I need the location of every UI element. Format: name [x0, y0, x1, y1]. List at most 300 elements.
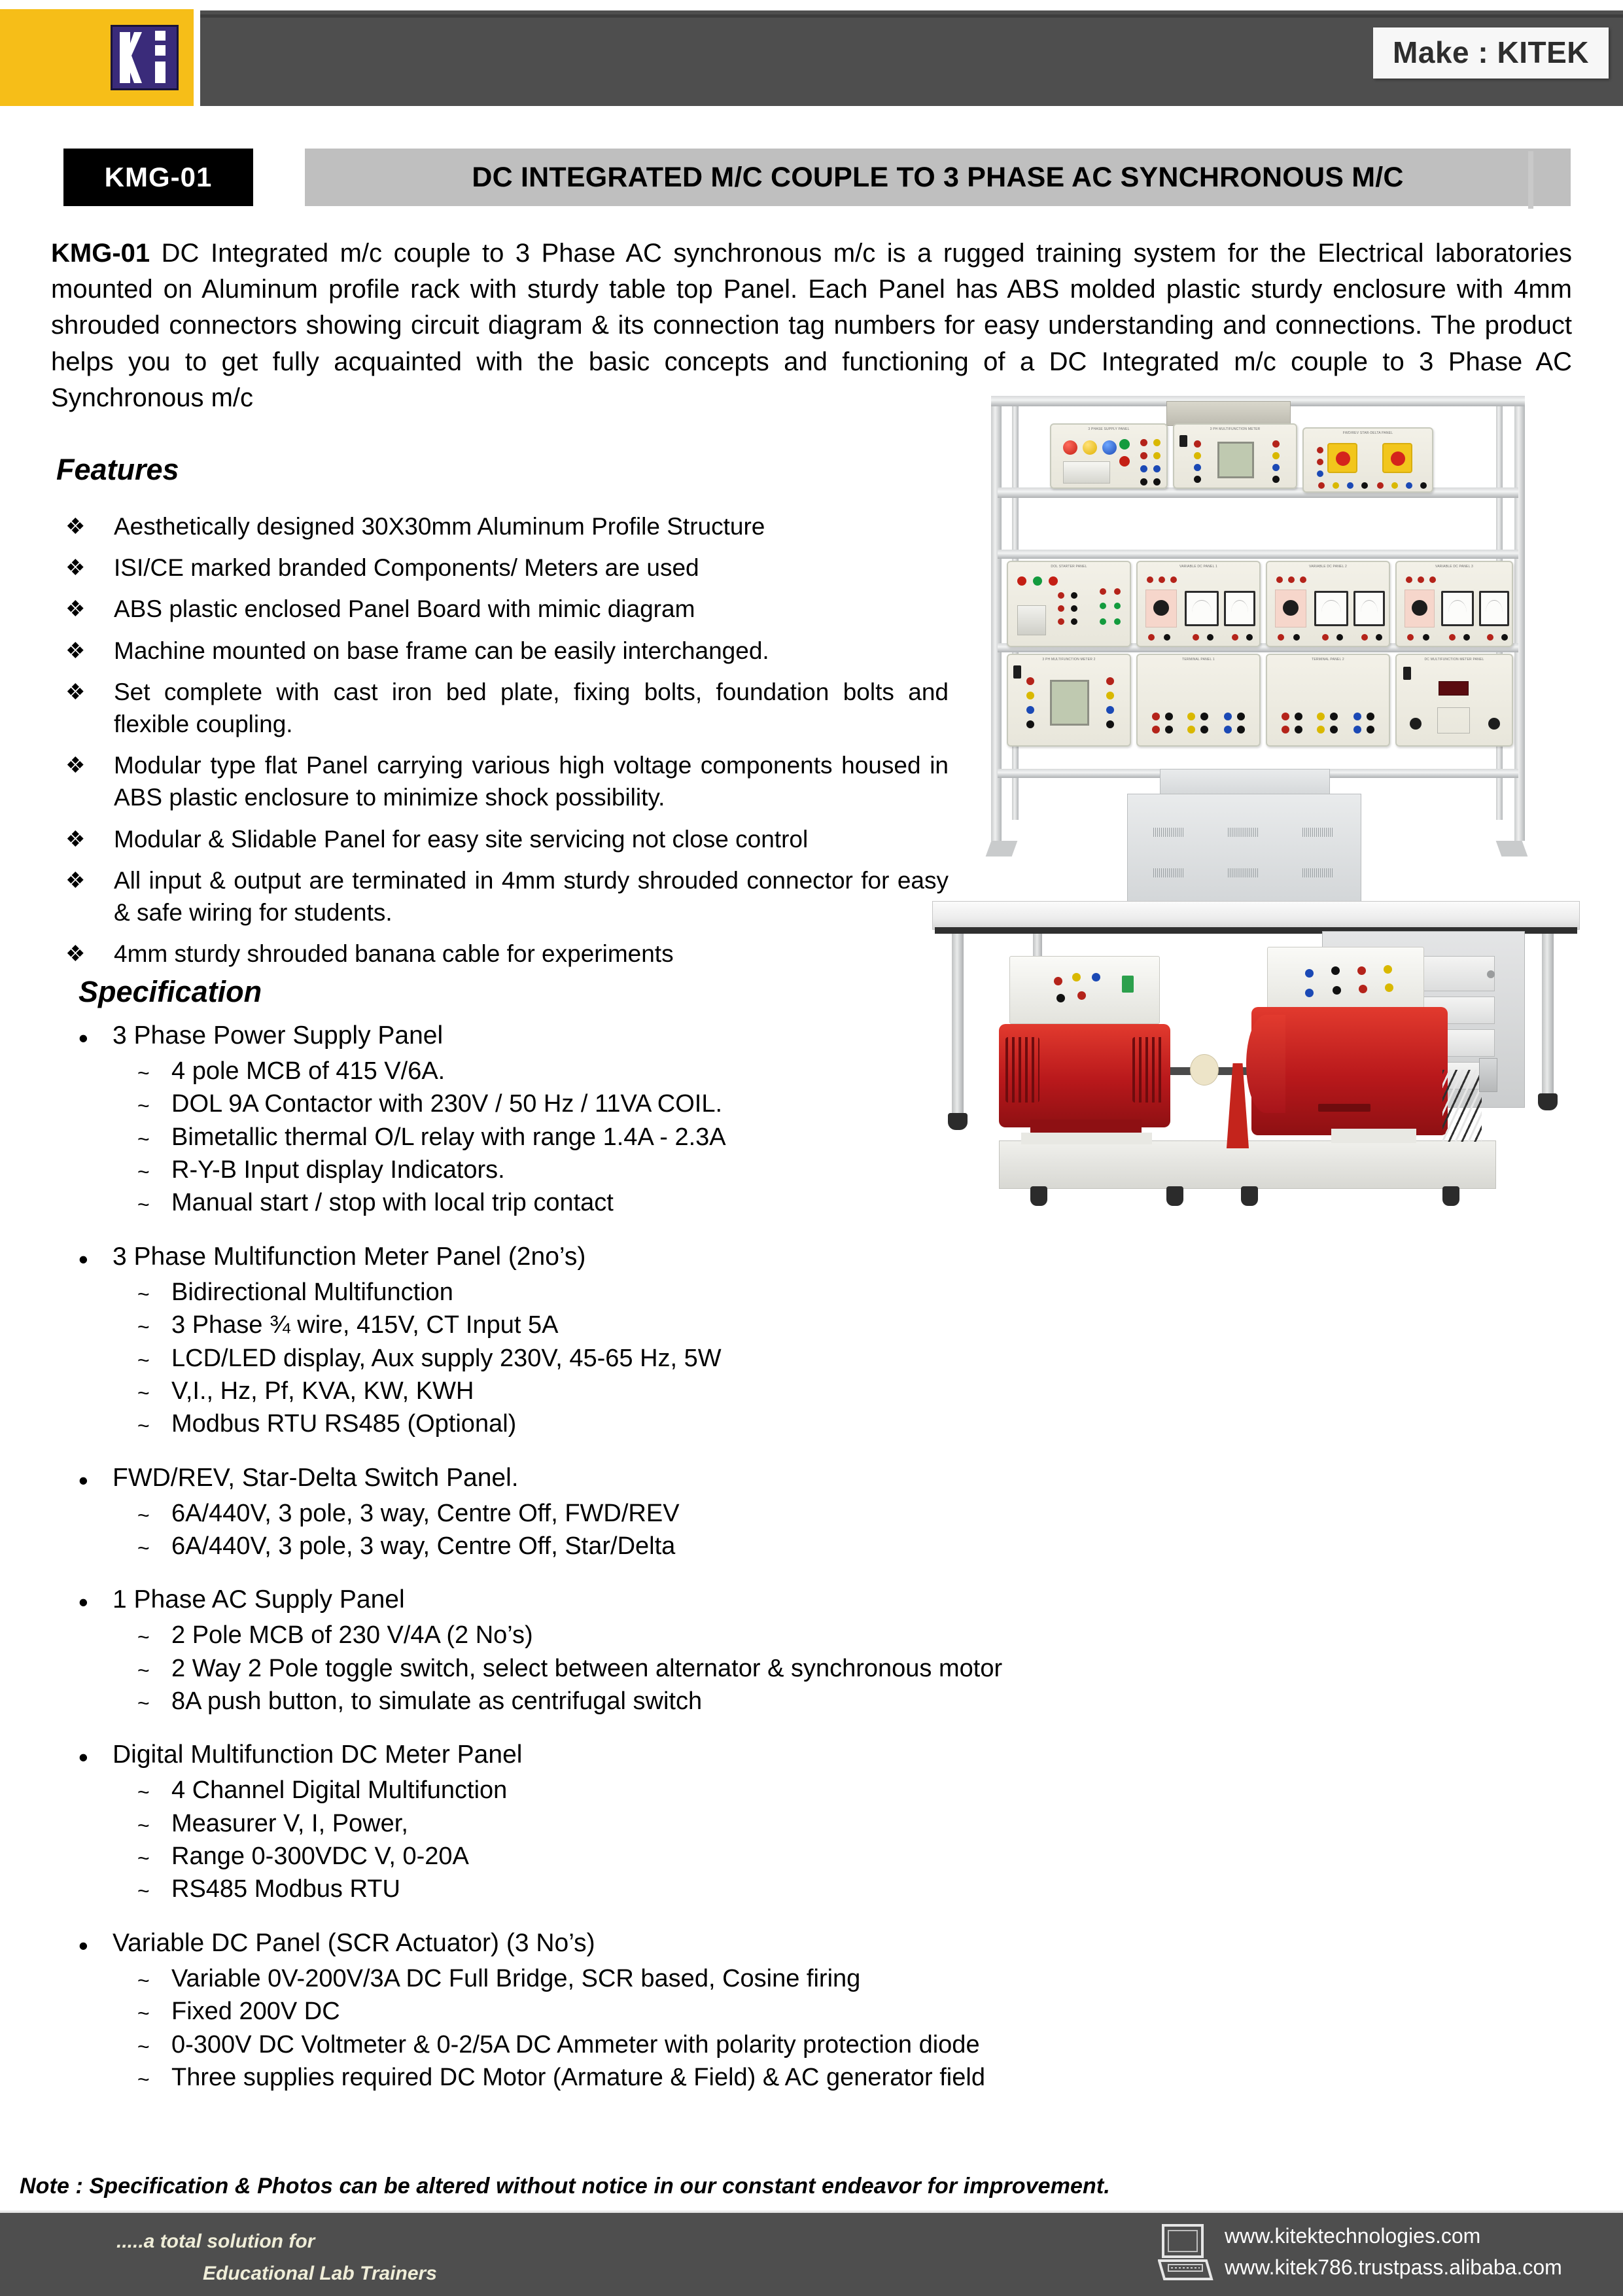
spec-item-text: 8A push button, to simulate as centrifugal switch	[171, 1687, 703, 1716]
socket-right	[1488, 718, 1500, 730]
socket-bottom-7	[1406, 482, 1412, 489]
ac-terminal-socket-8	[1385, 983, 1393, 992]
table-caster-left	[948, 1113, 968, 1130]
list-item	[137, 1376, 1073, 1406]
socket-bottom-8	[1420, 482, 1427, 489]
transformer-main-body	[1127, 794, 1361, 905]
spec-group-header	[79, 1021, 1073, 1052]
terminal-r3	[1282, 726, 1289, 733]
terminal-black-2	[1207, 634, 1213, 641]
indicator-green	[1033, 576, 1042, 586]
socket-yellow-right	[1272, 452, 1280, 459]
socket-grid-9	[1100, 603, 1106, 609]
socket-grid-12	[1114, 618, 1121, 625]
ac-machine-nameplate	[1318, 1104, 1370, 1112]
list-item	[137, 1343, 1073, 1373]
socket-yellow	[1153, 439, 1161, 446]
socket-red	[1194, 440, 1201, 448]
list-item	[65, 593, 949, 625]
spec-group	[79, 1463, 1073, 1562]
rotary-knob	[1391, 451, 1405, 466]
spec-item-text: R-Y-B Input display Indicators.	[171, 1156, 505, 1184]
base-caster-4	[1442, 1186, 1459, 1206]
terminal-r2	[1295, 713, 1302, 720]
vent-slot-4	[1153, 868, 1185, 877]
ac-terminal-socket-7	[1359, 985, 1367, 993]
feature-text: Modular type flat Panel carrying various high voltage components housed in ABS plastic enclosure to minimize shock possibility.	[114, 752, 949, 811]
mcb-block	[1063, 461, 1110, 484]
terminal-red	[1407, 634, 1414, 641]
spec-group	[79, 1928, 1073, 2093]
panel-terminal-1	[1136, 654, 1261, 747]
diamond-bullet-icon: ❖	[65, 638, 86, 663]
spec-group-title: 3 Phase Multifunction Meter Panel (2no’s)	[113, 1242, 586, 1271]
flexible-coupling	[1190, 1054, 1219, 1086]
rack-name-plate	[1166, 401, 1291, 426]
ac-terminal-socket-5	[1305, 989, 1314, 997]
socket-blue	[1026, 706, 1034, 714]
socket-grid-2	[1071, 592, 1077, 599]
diamond-bullet-icon: ❖	[65, 514, 86, 539]
socket-yellow-2	[1153, 452, 1161, 459]
list-item	[137, 1809, 1073, 1839]
panel-label: VARIABLE DC PANEL 3	[1435, 565, 1473, 569]
footer-tagline-line2: Educational Lab Trainers	[203, 2263, 437, 2284]
tilde-bullet-icon: ~	[137, 1348, 150, 1372]
indicator-a	[1406, 576, 1412, 583]
list-item	[137, 1841, 1073, 1871]
panel-3ph-multifunction-1	[1173, 423, 1297, 489]
footer-tagline-line1: .....a total solution for	[116, 2231, 315, 2252]
socket-red	[1317, 447, 1323, 453]
brand-logo-block	[0, 9, 194, 106]
round-bullet-icon: •	[79, 1464, 88, 1496]
tilde-bullet-icon: ~	[137, 1503, 150, 1527]
make-badge: Make : KITEK	[1373, 27, 1609, 79]
socket-red-2	[1140, 452, 1147, 459]
junction-block	[1479, 1058, 1497, 1092]
terminal-r4	[1295, 726, 1302, 733]
list-item	[137, 1498, 1073, 1528]
tilde-bullet-icon: ~	[137, 1625, 150, 1650]
coupling-guard	[1227, 1063, 1249, 1148]
dc-machine-mount-pad	[1021, 1133, 1152, 1144]
terminal-y1	[1187, 713, 1195, 720]
page-header	[0, 0, 1623, 115]
socket-bottom-3	[1347, 482, 1353, 489]
page-title: DC INTEGRATED M/C COUPLE TO 3 PHASE AC SYNCHRONOUS M/C	[472, 161, 1404, 193]
socket-black	[1140, 478, 1147, 486]
spec-group-header	[79, 1585, 1073, 1616]
spec-item-text: Three supplies required DC Motor (Armature & Field) & AC generator field	[171, 2063, 985, 2091]
panel-label: VARIABLE DC PANEL 2	[1309, 565, 1347, 569]
socket-black-right	[1272, 476, 1280, 483]
indicator-a	[1147, 576, 1153, 583]
ac-terminal-socket-3	[1357, 966, 1366, 975]
spec-item-text: 4 pole MCB of 415 V/6A.	[171, 1057, 445, 1085]
indicator-lamp-red	[1063, 440, 1077, 455]
spec-item-text: RS485 Modbus RTU	[171, 1875, 400, 1903]
vent-slot-1	[1153, 828, 1185, 837]
terminal-y4	[1330, 726, 1338, 733]
ac-machine-mount-pad	[1331, 1129, 1416, 1143]
indicator-a	[1276, 576, 1283, 583]
terminal-red-3	[1487, 634, 1493, 641]
diamond-bullet-icon: ❖	[65, 942, 86, 967]
tilde-bullet-icon: ~	[137, 1536, 150, 1560]
diamond-bullet-icon: ❖	[65, 753, 86, 779]
dc-machine-vent-left	[1005, 1037, 1039, 1103]
socket-bottom-5	[1377, 482, 1384, 489]
panel-label: DOL STARTER PANEL	[1051, 565, 1087, 569]
specification-heading: Specification	[79, 975, 262, 1008]
list-item	[137, 2062, 1073, 2093]
feature-text: All input & output are terminated in 4mm sturdy shrouded connector for easy & safe wiring for students.	[114, 866, 949, 927]
socket-grid-8	[1114, 588, 1121, 595]
spec-group-header	[79, 1928, 1073, 1960]
feature-text: Set complete with cast iron bed plate, fixing bolts, foundation bolts and flexible coupling.	[114, 678, 949, 738]
tilde-bullet-icon: ~	[137, 2002, 150, 2026]
socket-bottom-6	[1391, 482, 1398, 489]
panel-fwd-rev-star-delta	[1302, 427, 1433, 493]
socket-red-right	[1106, 677, 1114, 685]
round-bullet-icon: •	[79, 1930, 88, 1961]
spec-group-title: Digital Multifunction DC Meter Panel	[113, 1740, 523, 1769]
spec-group-title: 3 Phase Power Supply Panel	[113, 1021, 444, 1050]
indicator-c	[1300, 576, 1306, 583]
dc-machine-vent-right	[1132, 1037, 1164, 1103]
model-code-badge: KMG-01	[63, 149, 253, 206]
terminal-box-socket-3	[1092, 973, 1100, 981]
spec-item-text: Bidirectional Multifunction	[171, 1278, 453, 1306]
push-button-red	[1119, 456, 1130, 467]
terminal-b1	[1353, 713, 1361, 720]
socket-grid-5	[1058, 618, 1064, 625]
tilde-bullet-icon: ~	[137, 1061, 150, 1085]
socket-red	[1140, 439, 1147, 446]
socket-left	[1410, 718, 1422, 730]
dc-voltmeter	[1314, 591, 1348, 626]
terminal-box-socket-4	[1056, 994, 1065, 1002]
panel-label: TERMINAL PANEL 2	[1312, 658, 1344, 662]
terminal-black	[1293, 634, 1300, 641]
terminal-box-plate	[1122, 976, 1134, 993]
table-leg-left	[952, 934, 964, 1116]
spec-item-text: Measurer V, I, Power,	[171, 1809, 408, 1837]
product-title-plate	[305, 149, 1571, 206]
tilde-bullet-icon: ~	[137, 1160, 150, 1184]
terminal-box-socket-1	[1054, 977, 1062, 985]
tilde-bullet-icon: ~	[137, 1780, 150, 1805]
panel-terminal-2	[1266, 654, 1390, 747]
socket-blue-right	[1106, 706, 1114, 714]
terminal-b1	[1224, 713, 1232, 720]
specification-list	[79, 1021, 1073, 2095]
rack-rail-1	[998, 487, 1518, 498]
website-link[interactable]: www.kitektechnologies.com	[1225, 2224, 1481, 2248]
spec-group-title: 1 Phase AC Supply Panel	[113, 1585, 405, 1614]
terminal-black-3	[1376, 634, 1382, 641]
spec-group	[79, 1242, 1073, 1439]
socket-grid-1	[1058, 592, 1064, 599]
tilde-bullet-icon: ~	[137, 2067, 150, 2091]
panel-variable-dc-1	[1136, 561, 1261, 647]
ac-terminal-socket-2	[1331, 966, 1340, 975]
socket-bottom-1	[1318, 482, 1325, 489]
indicator-b	[1418, 576, 1424, 583]
tilde-bullet-icon: ~	[137, 1282, 150, 1306]
ac-terminal-socket-1	[1305, 969, 1314, 978]
spec-item-text: 6A/440V, 3 pole, 3 way, Centre Off, Star/Delta	[171, 1532, 676, 1560]
panel-label: TERMINAL PANEL 1	[1182, 658, 1215, 662]
control-knob	[1153, 600, 1169, 616]
toggle-switch	[1013, 665, 1021, 679]
socket-grid-6	[1071, 618, 1077, 625]
spec-group	[79, 1740, 1073, 1904]
rack-foot-right	[1496, 841, 1528, 857]
computer-icon	[1158, 2223, 1214, 2286]
socket-grid-7	[1100, 588, 1106, 595]
list-item	[137, 1996, 1073, 2026]
spec-item-text: Variable 0V-200V/3A DC Full Bridge, SCR based, Cosine firing	[171, 1964, 861, 1992]
terminal-box-socket-2	[1072, 973, 1081, 981]
terminal-black	[1423, 634, 1429, 641]
tilde-bullet-icon: ~	[137, 1127, 150, 1151]
ac-terminal-socket-4	[1384, 965, 1392, 974]
diamond-bullet-icon: ❖	[65, 679, 86, 705]
socket-blue	[1140, 465, 1147, 472]
tilde-bullet-icon: ~	[137, 1094, 150, 1118]
panel-label: DC MULTIFUNCTION METER PANEL	[1424, 658, 1484, 662]
terminal-b3	[1224, 726, 1232, 733]
terminal-y3	[1187, 726, 1195, 733]
tilde-bullet-icon: ~	[137, 1315, 150, 1339]
control-knob	[1283, 600, 1299, 616]
panel-variable-dc-3	[1395, 561, 1513, 647]
control-knob	[1412, 600, 1427, 616]
socket-grid-3	[1058, 605, 1064, 612]
base-caster-3	[1241, 1186, 1258, 1206]
spec-group-header	[79, 1463, 1073, 1494]
socket-blue	[1317, 470, 1323, 477]
indicator-c	[1429, 576, 1436, 583]
list-item	[137, 2030, 1073, 2060]
tilde-bullet-icon: ~	[137, 1879, 150, 1903]
ac-terminal-socket-6	[1333, 986, 1341, 995]
socket-grid-11	[1100, 618, 1106, 625]
list-item	[137, 1964, 1073, 1994]
list-item	[137, 1874, 1073, 1904]
spec-item-text: Bimetallic thermal O/L relay with range 1.4A - 2.3A	[171, 1123, 726, 1151]
terminal-red-2	[1449, 634, 1456, 641]
socket-red	[1026, 677, 1034, 685]
tilde-bullet-icon: ~	[137, 1813, 150, 1837]
product-photo	[926, 383, 1586, 1253]
list-item	[65, 864, 949, 928]
socket-yellow-right	[1106, 692, 1114, 699]
terminal-red-3	[1361, 634, 1368, 641]
toggle-switch	[1179, 435, 1187, 447]
tilde-bullet-icon: ~	[137, 1658, 150, 1682]
panel-label: 3 PH MULTIFUNCTION METER 2	[1042, 658, 1096, 662]
feature-text: Modular & Slidable Panel for easy site servicing not close control	[114, 825, 809, 853]
panel-dol-starter	[1007, 561, 1131, 647]
spec-group-title: Variable DC Panel (SCR Actuator) (3 No’s)	[113, 1928, 595, 1957]
diamond-bullet-icon: ❖	[65, 597, 86, 622]
terminal-y2	[1200, 713, 1208, 720]
list-item	[65, 552, 949, 584]
vent-slot-6	[1302, 868, 1334, 877]
push-button-green	[1119, 439, 1130, 450]
panel-dc-multifunction-meter	[1395, 654, 1513, 747]
indicator-red-2	[1049, 576, 1058, 586]
spec-group-header	[79, 1242, 1073, 1273]
socket-black	[1194, 476, 1201, 483]
list-item	[65, 510, 949, 542]
diamond-bullet-icon: ❖	[65, 868, 86, 893]
panel-variable-dc-2	[1266, 561, 1390, 647]
title-plate-shadow	[1528, 151, 1533, 209]
indicator-c	[1170, 576, 1177, 583]
socket-black-right	[1106, 720, 1114, 728]
list-item	[65, 823, 949, 855]
panel-label: VARIABLE DC PANEL 1	[1179, 565, 1217, 569]
kitek-logo-icon	[111, 25, 179, 90]
feature-text: ABS plastic enclosed Panel Board with mimic diagram	[114, 595, 695, 623]
feature-text: Aesthetically designed 30X30mm Aluminum Profile Structure	[114, 513, 765, 540]
meter-lcd-display	[1050, 680, 1089, 726]
alibaba-link[interactable]: www.kitek786.trustpass.alibaba.com	[1225, 2255, 1562, 2279]
socket-bottom-4	[1361, 482, 1368, 489]
terminal-r1	[1282, 713, 1289, 720]
terminal-black-3	[1501, 634, 1508, 641]
features-heading: Features	[56, 453, 179, 486]
spec-item-text: 2 Pole MCB of 230 V/4A (2 No’s)	[171, 1621, 533, 1650]
socket-grid-4	[1071, 605, 1077, 612]
terminal-red-2	[1193, 634, 1199, 641]
spec-item-text: LCD/LED display, Aux supply 230V, 45-65 Hz, 5W	[171, 1344, 722, 1372]
terminal-red	[1278, 634, 1284, 641]
table-caster-right	[1538, 1093, 1558, 1110]
tilde-bullet-icon: ~	[137, 1193, 150, 1217]
table-top	[932, 901, 1580, 930]
vent-slot-3	[1302, 828, 1334, 837]
rotary-switch-star-delta	[1382, 443, 1412, 473]
terminal-b3	[1353, 726, 1361, 733]
diamond-bullet-icon: ❖	[65, 556, 86, 581]
toggle-switch	[1403, 667, 1411, 680]
terminal-y2	[1330, 713, 1338, 720]
panel-3ph-multifunction-2	[1007, 654, 1131, 747]
spec-group-header	[79, 1740, 1073, 1771]
spec-item-text: Fixed 200V DC	[171, 1998, 340, 2026]
cabinet-lock-icon	[1487, 970, 1495, 978]
tilde-bullet-icon: ~	[137, 2034, 150, 2058]
terminal-b2	[1367, 713, 1374, 720]
spec-item-text: 6A/440V, 3 pole, 3 way, Centre Off, FWD/REV	[171, 1499, 680, 1527]
list-item	[65, 749, 949, 813]
intro-lead-code: KMG-01	[51, 239, 150, 268]
round-bullet-icon: •	[79, 1742, 88, 1773]
indicator-b	[1288, 576, 1295, 583]
spec-item-text: Manual start / stop with local trip contact	[171, 1189, 614, 1217]
tilde-bullet-icon: ~	[137, 1381, 150, 1405]
terminal-r4	[1165, 726, 1173, 733]
indicator-b	[1159, 576, 1165, 583]
feature-text: ISI/CE marked branded Components/ Meters are used	[114, 554, 699, 582]
rotary-knob	[1336, 451, 1350, 466]
panel-label: FWD/REV STAR-DELTA PANEL	[1342, 431, 1393, 435]
terminal-black-3	[1246, 634, 1253, 641]
list-item	[65, 676, 949, 740]
indicator-lamp-yellow	[1083, 440, 1097, 455]
cable-bundle	[1442, 1070, 1482, 1142]
dc-voltmeter	[1185, 591, 1219, 626]
dc-ammeter	[1479, 591, 1509, 626]
diamond-bullet-icon: ❖	[65, 826, 86, 852]
list-item	[137, 1409, 1073, 1439]
spec-item-text: Range 0-300VDC V, 0-20A	[171, 1843, 469, 1871]
terminal-y1	[1317, 713, 1325, 720]
tilde-bullet-icon: ~	[137, 1846, 150, 1871]
terminal-b4	[1237, 726, 1245, 733]
socket-black	[1026, 720, 1034, 728]
base-caster-1	[1030, 1186, 1047, 1206]
feature-text: 4mm sturdy shrouded banana cable for experiments	[114, 940, 674, 968]
spec-item-text: 2 Way 2 Pole toggle switch, select between alternator & synchronous motor	[171, 1654, 1003, 1682]
socket-red-2	[1317, 459, 1323, 465]
base-caster-2	[1166, 1186, 1183, 1206]
tilde-bullet-icon: ~	[137, 1968, 150, 1992]
rack-foot-left	[986, 841, 1018, 857]
rotary-switch-fwd-rev	[1327, 443, 1357, 473]
socket-blue	[1194, 464, 1201, 471]
tilde-bullet-icon: ~	[137, 1414, 150, 1438]
panel-label: 3 PH MULTIFUNCTION METER	[1210, 427, 1261, 431]
spec-group	[79, 1021, 1073, 1218]
product-title-row	[0, 149, 1623, 209]
dc-ammeter	[1224, 591, 1255, 626]
terminal-r3	[1152, 726, 1160, 733]
socket-red-right	[1272, 440, 1280, 448]
indicator-red	[1017, 576, 1026, 586]
digital-display	[1439, 681, 1469, 696]
list-item	[137, 1310, 1073, 1340]
spec-group	[79, 1585, 1073, 1716]
terminal-black-2	[1336, 634, 1343, 641]
table-leg-right	[1542, 934, 1554, 1097]
list-item	[137, 1775, 1073, 1805]
terminal-red-3	[1232, 634, 1238, 641]
terminal-red	[1148, 634, 1155, 641]
contactor-block	[1017, 605, 1046, 635]
list-item	[137, 1686, 1073, 1716]
round-bullet-icon: •	[79, 1587, 88, 1618]
panel-3ph-supply	[1050, 423, 1168, 489]
tilde-bullet-icon: ~	[137, 1691, 150, 1716]
socket-blue-right	[1272, 464, 1280, 471]
spec-group-title: FWD/REV, Star-Delta Switch Panel.	[113, 1463, 519, 1492]
terminal-y3	[1317, 726, 1325, 733]
dc-voltmeter	[1441, 591, 1474, 626]
mimic-diagram	[1437, 707, 1470, 733]
round-bullet-icon: •	[79, 1023, 88, 1053]
feature-text: Machine mounted on base frame can be easily interchanged.	[114, 637, 769, 664]
spec-item-text: DOL 9A Contactor with 230V / 50 Hz / 11VA COIL.	[171, 1090, 723, 1118]
list-item	[137, 1653, 1073, 1684]
dc-ammeter	[1353, 591, 1385, 626]
terminal-r1	[1152, 713, 1160, 720]
